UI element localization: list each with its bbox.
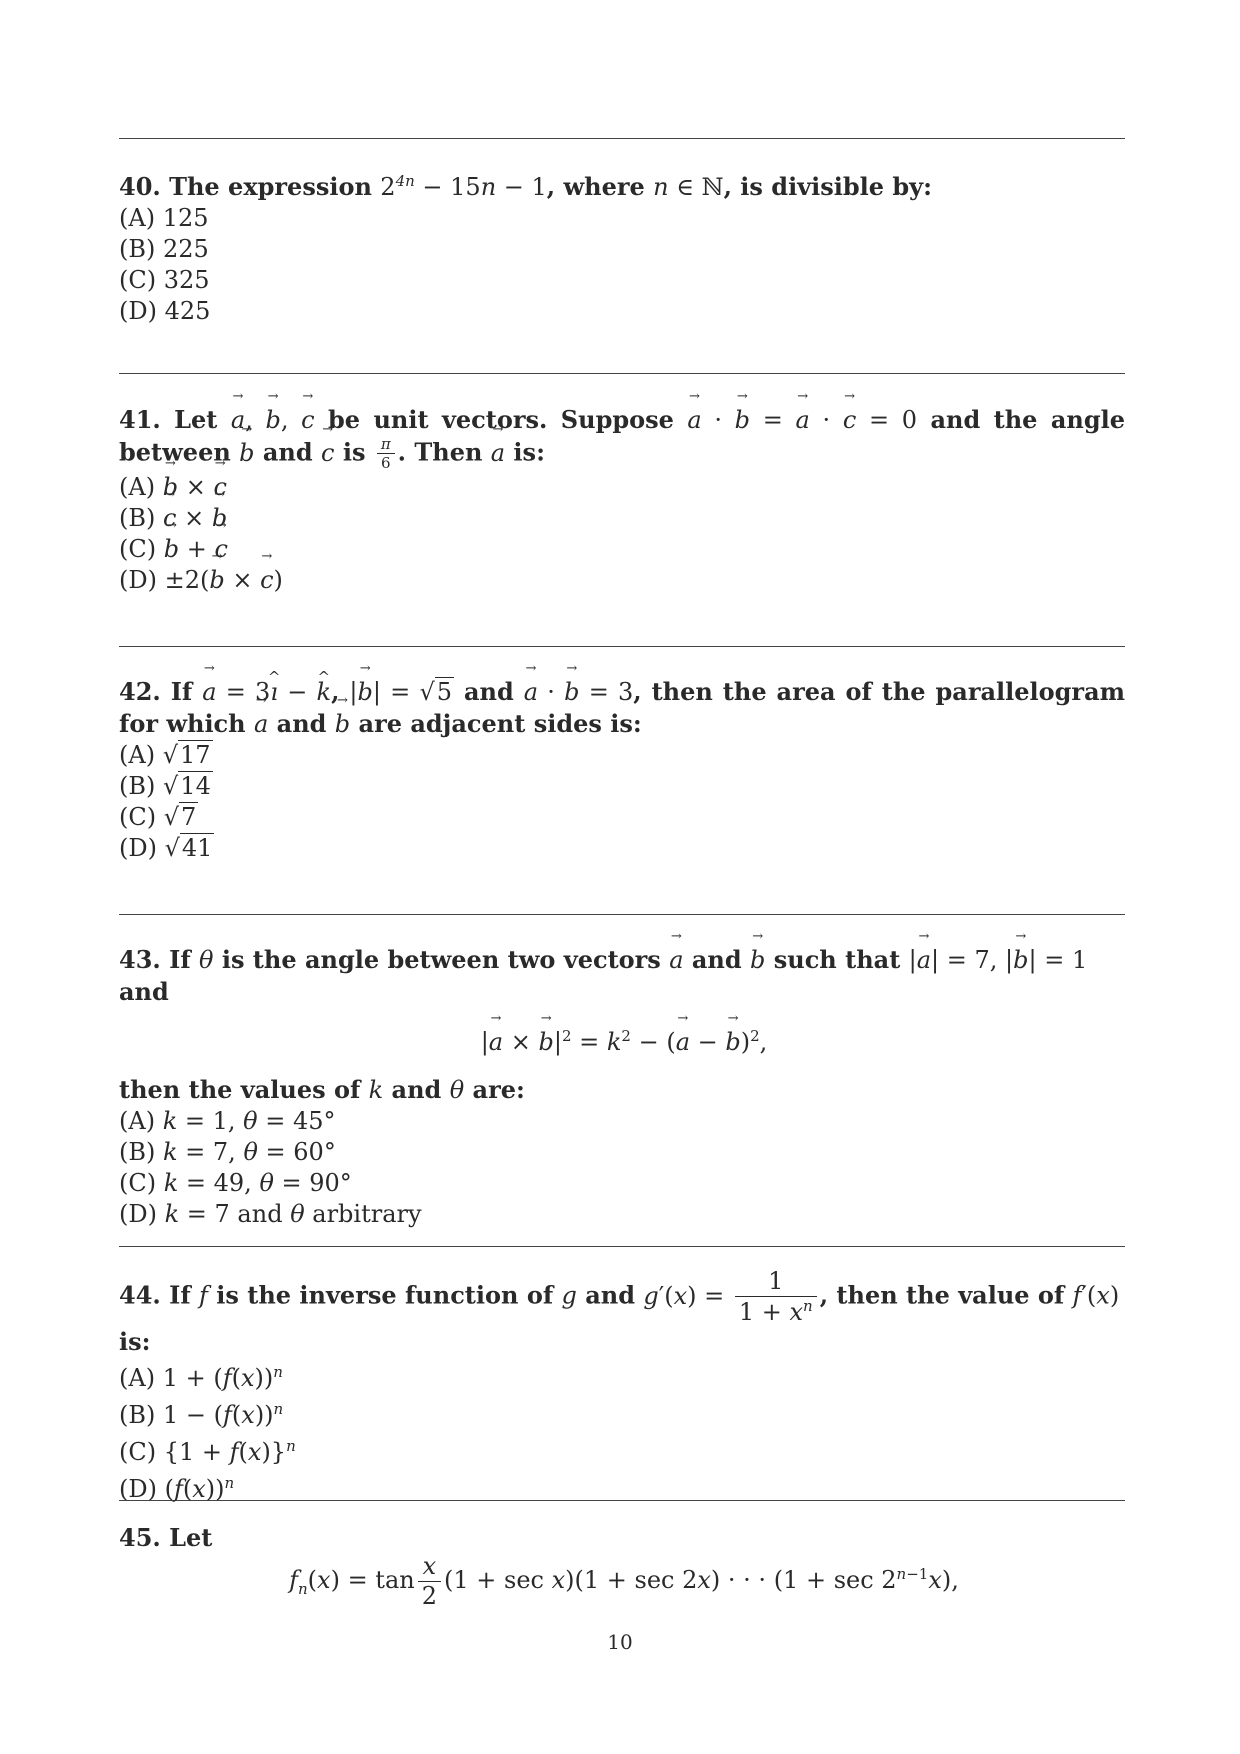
option-41-c[interactable]: (C) → b + → c bbox=[119, 534, 1129, 565]
option-43-c[interactable]: (C) k = 49, θ = 90° bbox=[119, 1169, 352, 1197]
question-43 bbox=[119, 944, 1129, 1230]
option-41-a[interactable]: (A) → b × → c bbox=[119, 472, 1129, 503]
option-42-a[interactable]: (A) √17 bbox=[119, 741, 211, 769]
question-40 bbox=[119, 166, 1129, 327]
question-43-continuation: then the values of k and θ are: bbox=[119, 1075, 525, 1104]
question-43-stem: 43. If θ is the angle between two vectors → a and → b such that |→ a| = 7, |→ b| = 1 and bbox=[119, 944, 1129, 1007]
question-44-stem: 44. If f is the inverse function of g and g′(x) = $\frac{1}{1 + x^n}$ , then the value of f′(x) is: bbox=[119, 1267, 1120, 1357]
option-44-a[interactable]: (A) $1 + (f(x))^n$ bbox=[119, 1363, 283, 1393]
page-number: 10 bbox=[607, 1630, 633, 1654]
question-42-stem: 42. If → a = 3^ ı − ^ k, |→ b| = √5 and → a · → b = 3, then the area of the parallelogram for which → a and → b are adjacent sides is: bbox=[119, 676, 1125, 740]
question-41-stem: 41. Let → a, → b, → c be unit vectors. Suppose → a · → b = → a · → c = 0 and the angle between → b and → c is $\frac{\pi}{6}$ . Then → a is: bbox=[119, 404, 1125, 472]
option-40-c[interactable]: (C) 325 bbox=[119, 266, 210, 294]
option-43-b[interactable]: (B) k = 7, θ = 60° bbox=[119, 1138, 336, 1166]
question-45-equation: $f_n(x) = \tan$ $\frac{x}{2}$ (1 + sec x)(1 + sec 2x) · · · $(1 + \sec 2^{n-1}x)$, bbox=[289, 1552, 959, 1610]
question-43-equation: |→ a × → $b|^2 = k^2$ − (→ a − → b)$^2$, bbox=[119, 1021, 1129, 1058]
separator-top bbox=[119, 138, 1125, 139]
option-43-d[interactable]: (D) k = 7 and θ arbitrary bbox=[119, 1200, 422, 1228]
option-44-c[interactable]: (C) $\{1 + f(x)\}^n$ bbox=[119, 1437, 296, 1467]
option-44-b[interactable]: (B) $1 - (f(x))^n$ bbox=[119, 1400, 284, 1430]
separator-40-41 bbox=[119, 373, 1125, 374]
option-42-b[interactable]: (B) √14 bbox=[119, 772, 211, 800]
option-44-d[interactable]: (D) $(f(x))^n$ bbox=[119, 1474, 235, 1504]
option-43-a[interactable]: (A) k = 1, θ = 45° bbox=[119, 1107, 336, 1135]
option-42-c[interactable]: (C) √7 bbox=[119, 803, 197, 831]
question-45-stem: 45. Let bbox=[119, 1523, 213, 1552]
option-42-d[interactable]: (D) √41 bbox=[119, 834, 213, 862]
question-40-stem: 40. The expression $2^{4n} - 15n - 1$, where n ∈ ℕ, is divisible by: bbox=[119, 172, 932, 201]
question-45 bbox=[119, 1522, 1129, 1610]
option-40-d[interactable]: (D) 425 bbox=[119, 297, 211, 325]
option-41-b[interactable]: (B) → c × → b bbox=[119, 503, 1129, 534]
separator-43-44 bbox=[119, 1246, 1125, 1247]
option-40-a[interactable]: (A) 125 bbox=[119, 204, 209, 232]
question-41 bbox=[119, 404, 1129, 596]
option-40-b[interactable]: (B) 225 bbox=[119, 235, 209, 263]
separator-42-43 bbox=[119, 914, 1125, 915]
question-42 bbox=[119, 676, 1129, 864]
separator-41-42 bbox=[119, 646, 1125, 647]
option-41-d[interactable]: (D) ±2(→ b × → c) bbox=[119, 565, 1129, 596]
question-44 bbox=[119, 1268, 1129, 1505]
